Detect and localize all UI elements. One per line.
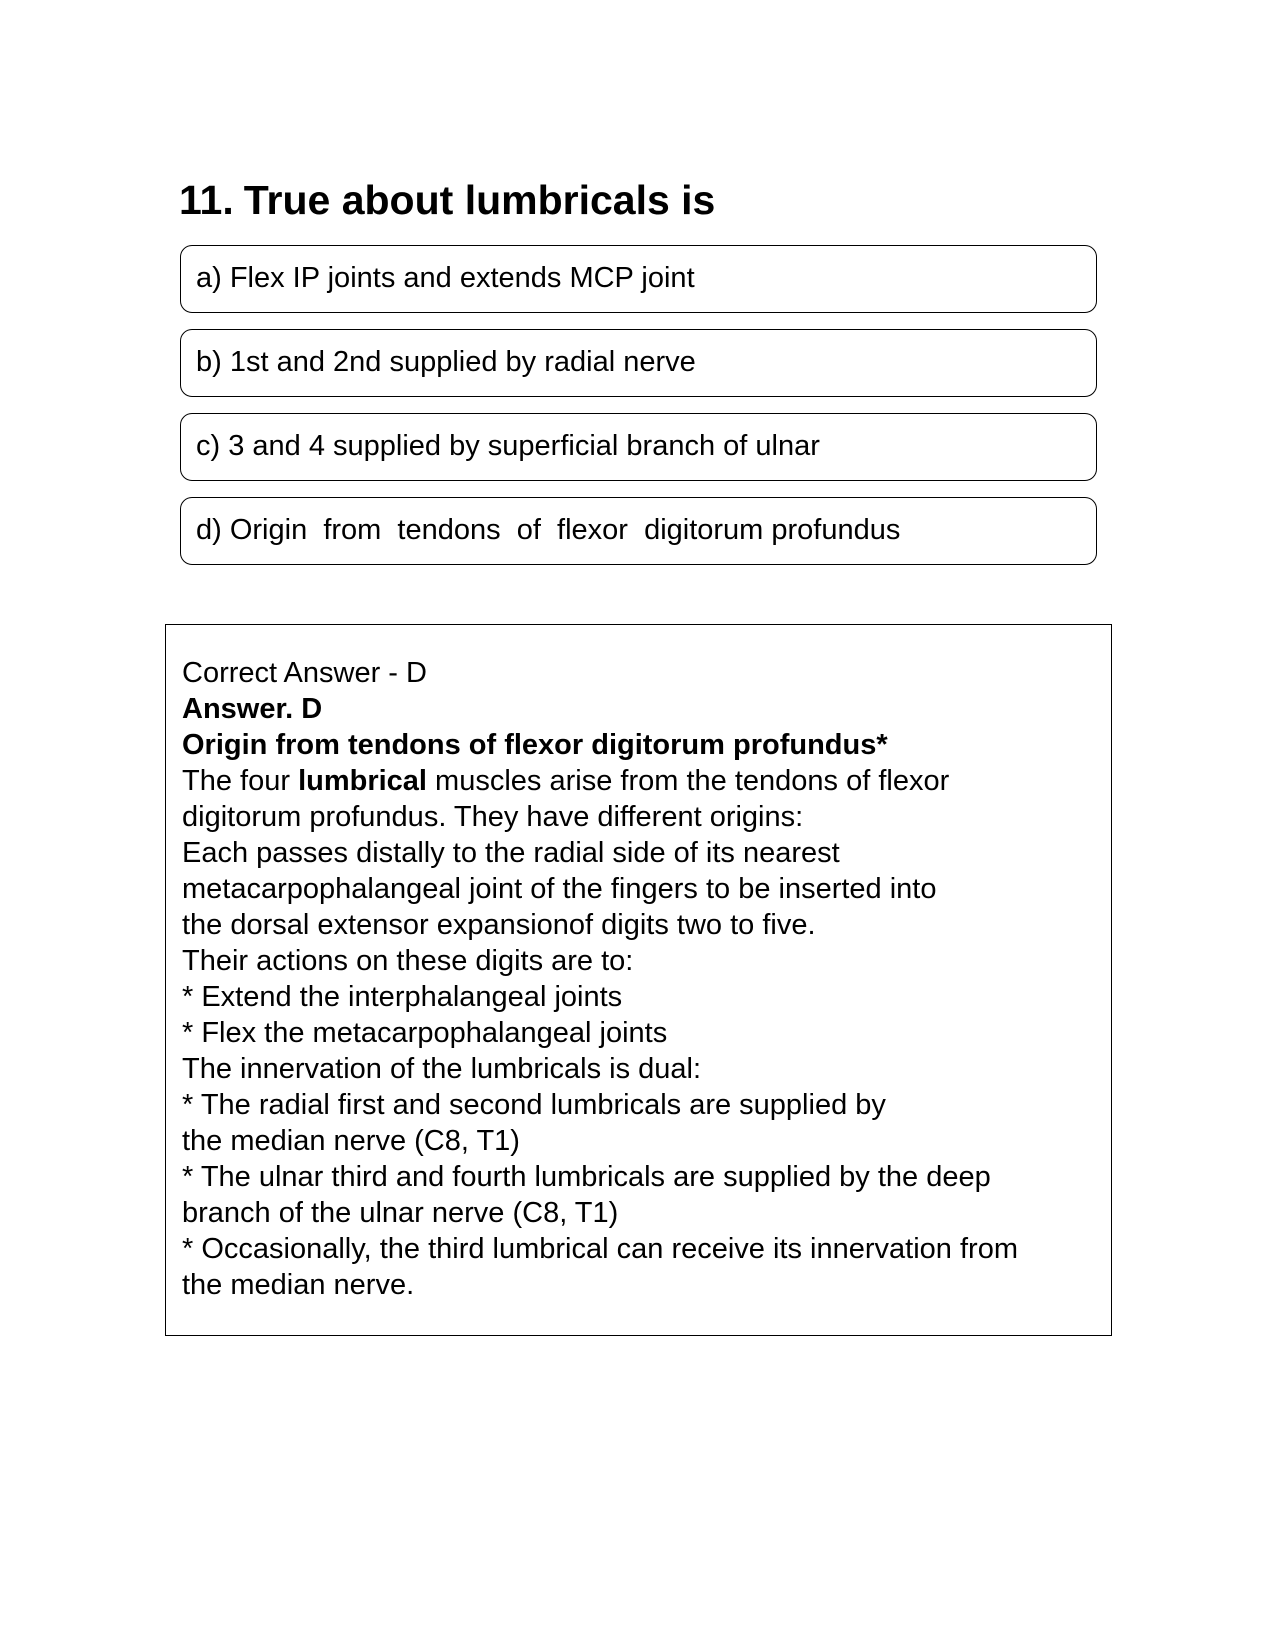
explanation-line: branch of the ulnar nerve (C8, T1) (182, 1197, 619, 1229)
option-c[interactable]: c) 3 and 4 supplied by superficial branch of ulnar (180, 413, 1097, 481)
option-a[interactable]: a) Flex IP joints and extends MCP joint (180, 245, 1097, 313)
intro-pre: The four (182, 765, 299, 797)
intro-post: muscles arise from the tendons of flexor (427, 765, 950, 797)
option-d[interactable]: d) Origin from tendons of flexor digitorum profundus (180, 497, 1097, 565)
explanation-line: * Flex the metacarpophalangeal joints (182, 1017, 668, 1049)
explanation-line: the dorsal extensor expansionof digits two to five. (182, 909, 816, 941)
explanation-line: Each passes distally to the radial side of its nearest (182, 837, 840, 869)
explanation-line: The innervation of the lumbricals is dual: (182, 1053, 702, 1085)
explanation-line: the median nerve. (182, 1269, 415, 1301)
explanation-line: metacarpophalangeal joint of the fingers to be inserted into (182, 873, 937, 905)
answer-heading: Origin from tendons of flexor digitorum profundus* (182, 729, 888, 761)
correct-answer-line: Correct Answer - D (182, 657, 427, 689)
explanation-line: the median nerve (C8, T1) (182, 1125, 520, 1157)
intro-bold-term: lumbrical (298, 765, 427, 797)
explanation-line: * Occasionally, the third lumbrical can receive its innervation from (182, 1233, 1018, 1265)
question-title (179, 176, 715, 224)
explanation-intro (182, 763, 1111, 799)
explanation-line: digitorum profundus. They have different origins: (182, 801, 804, 833)
answer-label: Answer. D (182, 693, 323, 725)
explanation-line: * Extend the interphalangeal joints (182, 981, 623, 1013)
explanation-line: Their actions on these digits are to: (182, 945, 634, 977)
question-text: True about lumbricals is (243, 177, 716, 223)
explanation-line: * The radial first and second lumbricals are supplied by (182, 1089, 886, 1121)
option-b[interactable]: b) 1st and 2nd supplied by radial nerve (180, 329, 1097, 397)
explanation-line: * The ulnar third and fourth lumbricals are supplied by the deep (182, 1161, 991, 1193)
question-number: 11. (179, 177, 234, 223)
answer-explanation-box (165, 624, 1112, 1336)
